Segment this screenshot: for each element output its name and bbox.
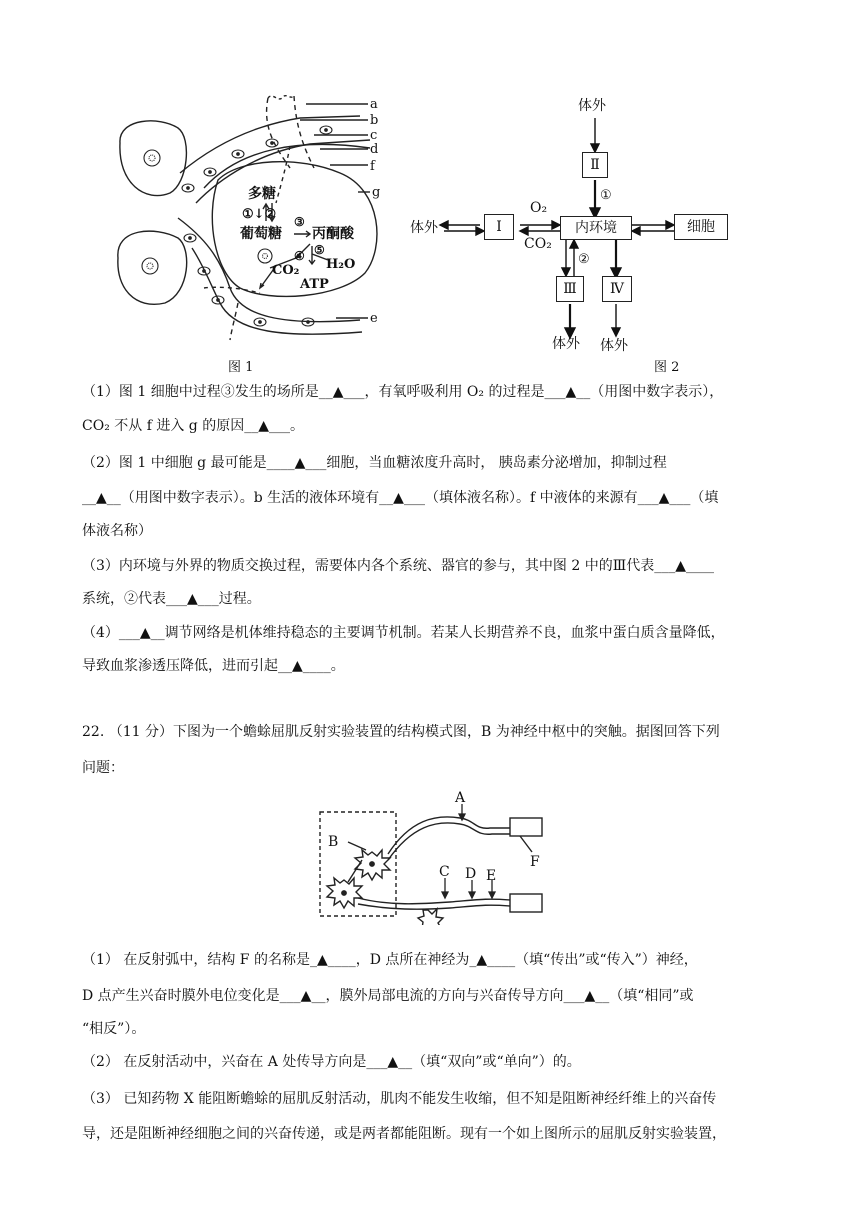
fig2-box-III <box>556 276 584 302</box>
figure-1-caption: 图 1 <box>228 360 254 375</box>
reflex-label-F: F <box>530 854 540 870</box>
text-process-5: ⑤ <box>314 243 325 257</box>
reflex-label-E: E <box>486 868 497 884</box>
text-process-1-2: ①↓② <box>242 207 277 222</box>
fig2-o2: O₂ <box>530 200 548 216</box>
label-f: f <box>370 159 375 174</box>
fig2-outside-top: 体外 <box>578 98 606 114</box>
figure-2-caption: 图 2 <box>654 360 680 375</box>
fig2-number-1: ① <box>600 188 612 203</box>
fig2-box-I-label: Ⅰ <box>496 219 502 235</box>
fig2-box-II <box>582 152 608 178</box>
reflex-label-C: C <box>439 864 450 880</box>
fig2-box-cell <box>674 214 728 240</box>
text-process-4: ④ <box>294 249 305 263</box>
fig2-outside-bottom-left: 体外 <box>552 336 580 352</box>
text-atp: ATP <box>300 277 329 292</box>
label-g: g <box>372 185 381 200</box>
q21-line-9: 导致血浆渗透压降低，进而引起__▲____。 <box>82 658 345 674</box>
q22-intro-line-1: 22. （11 分）下图为一个蟾蜍屈肌反射实验装置的结构模式图，B 为神经中枢中的突触。据图回答下列 <box>82 724 720 740</box>
fig2-box-internal-environment <box>560 216 632 240</box>
text-glucose: 葡萄糖 <box>240 226 282 242</box>
q22-part1-line-3: “相反”）。 <box>82 1021 146 1037</box>
fig2-co2: CO₂ <box>524 236 552 252</box>
q21-line-1: （1）图 1 细胞中过程③发生的场所是__▲___，有氧呼吸利用 O₂ 的过程是___▲__（用图中数字表示）， <box>82 384 724 400</box>
reflex-label-D: D <box>465 866 477 882</box>
text-process-3: ③ <box>294 215 305 229</box>
text-h2o: H₂O <box>326 257 356 272</box>
reflex-label-B: B <box>328 834 339 850</box>
q21-line-5: 体液名称） <box>82 523 152 539</box>
fig2-box-I <box>484 214 514 240</box>
q21-line-2: CO₂ 不从 f 进入 g 的原因__▲___。 <box>82 418 304 434</box>
q21-line-6: （3）内环境与外界的物质交换过程，需要体内各个系统、器官的参与，其中图 2 中的Ⅲ代表___▲____ <box>82 558 714 574</box>
q21-line-3: （2）图 1 中细胞 g 最可能是____▲___细胞，当血糖浓度升高时， 胰岛素分泌增加，抑制过程 <box>82 455 667 471</box>
text-pyruvate: 丙酮酸 <box>312 226 354 242</box>
q21-line-7: 系统，②代表___▲___过程。 <box>82 591 261 607</box>
label-e: e <box>370 311 378 326</box>
q21-line-8: （4）___▲__调节网络是机体维持稳态的主要调节机制。若某人长期营养不良，血浆中蛋白质含量降低， <box>82 625 725 641</box>
figure-1-liver-tissue-diagram <box>100 88 400 350</box>
q22-part2: （2） 在反射活动中，兴奋在 A 处传导方向是___▲__（填“双向”或“单向”）的。 <box>82 1054 581 1070</box>
fig2-outside-left: 体外 <box>410 220 438 236</box>
q22-intro-line-2: 问题： <box>82 760 124 776</box>
q21-line-4: __▲__（用图中数字表示）。b 生活的液体环境有__▲___（填体液名称）。f 中液体的来源有___▲___（填 <box>82 490 719 506</box>
label-b: b <box>370 113 379 128</box>
q22-part1-line-2: D 点产生兴奋时膜外电位变化是___▲__，膜外局部电流的方向与兴奋传导方向___▲__（填“相同”或 <box>82 988 694 1004</box>
q22-part3-line-2: 导，还是阻断神经细胞之间的兴奋传递，或是两者都能阻断。现有一个如上图所示的屈肌反射实验装置， <box>82 1126 726 1142</box>
fig2-outside-bottom-right: 体外 <box>600 338 628 354</box>
reflex-arc-diagram <box>310 790 570 925</box>
reflex-label-A: A <box>455 790 466 806</box>
q22-part1-line-1: （1） 在反射弧中，结构 F 的名称是_▲____，D 点所在神经为_▲____（填“传出”或“传入”）神经， <box>82 952 698 968</box>
text-polysaccharide: 多糖 <box>248 186 276 202</box>
fig2-box-IV-label: Ⅳ <box>610 281 624 297</box>
fig2-box-IV <box>602 276 632 302</box>
fig2-box-II-label: Ⅱ <box>590 157 600 173</box>
fig2-cell-label: 细胞 <box>687 219 715 235</box>
fig2-number-2: ② <box>578 252 590 267</box>
q22-part3-line-1: （3） 已知药物 X 能阻断蟾蜍的屈肌反射活动，肌肉不能发生收缩，但不知是阻断神经纤维上的兴奋传 <box>82 1091 717 1107</box>
label-c: c <box>370 128 378 143</box>
text-co2: CO₂ <box>272 263 300 278</box>
fig2-box-III-label: Ⅲ <box>563 281 577 297</box>
fig2-env-label: 内环境 <box>575 220 617 236</box>
label-d: d <box>370 142 379 157</box>
label-a: a <box>370 97 378 112</box>
